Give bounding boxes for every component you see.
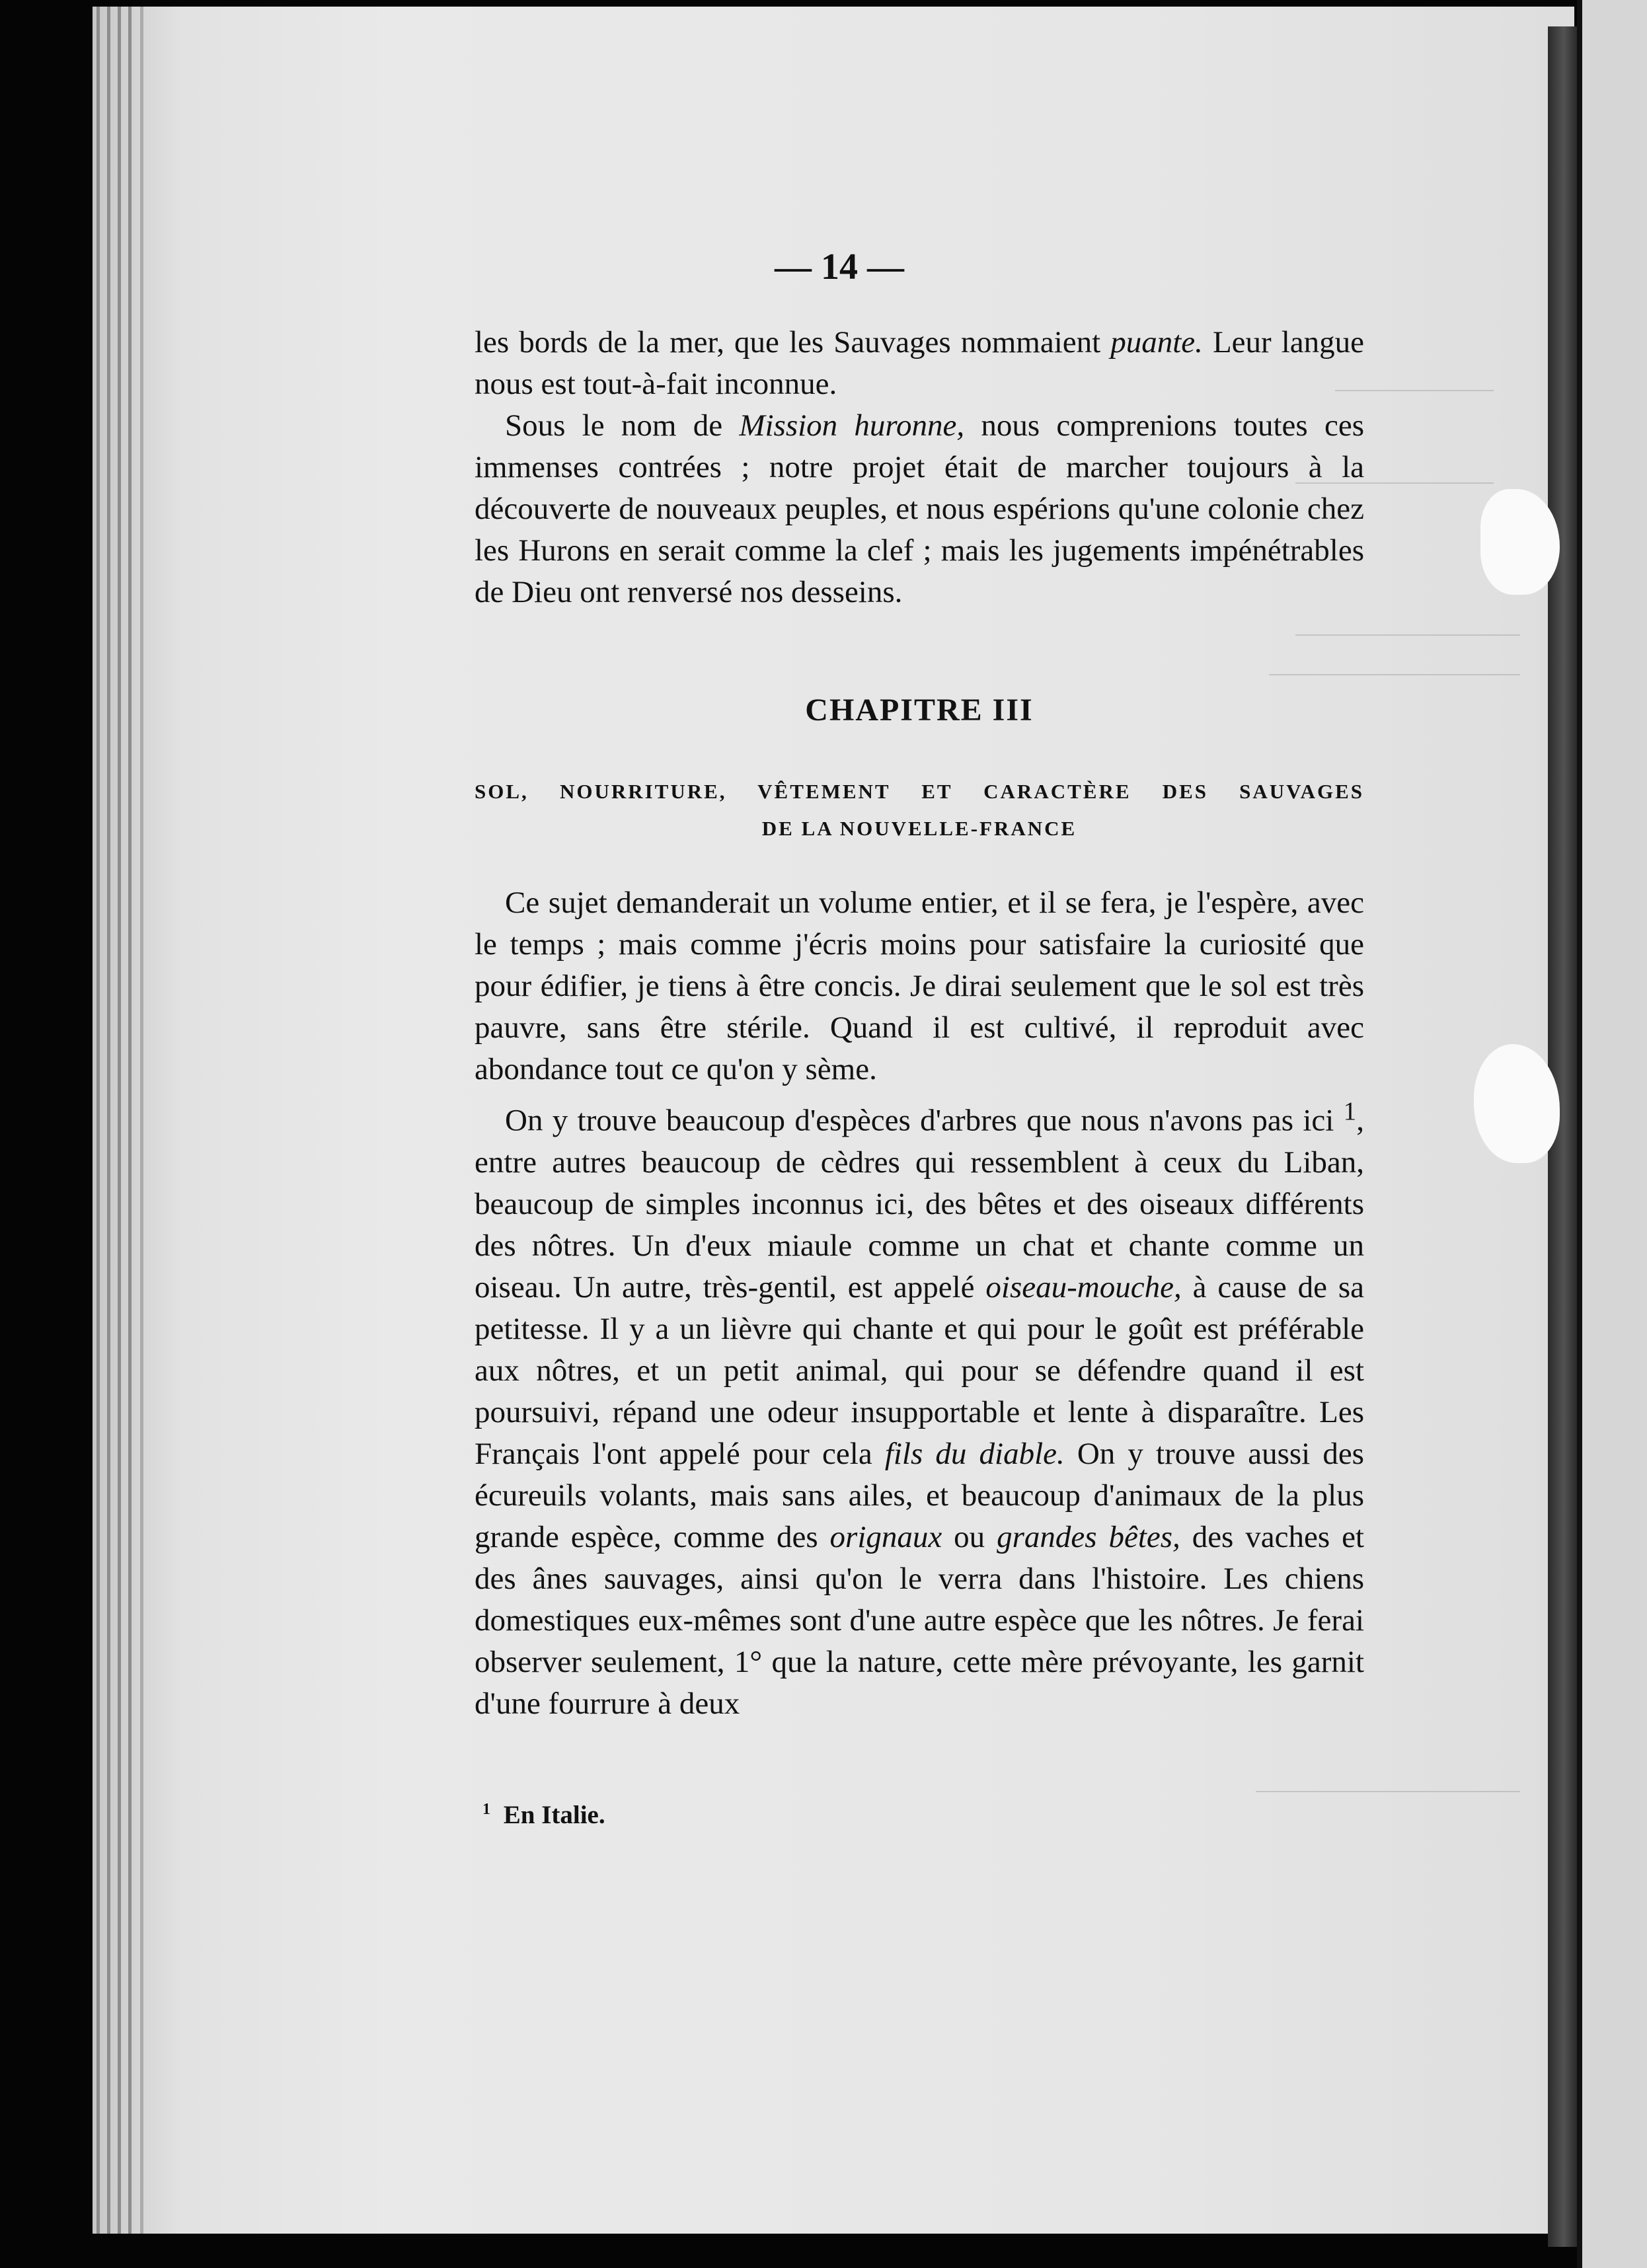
footnote [482,1800,605,1830]
text-run: On y trouve beaucoup d'espèces d'arbres que nous n'avons pas ici [505,1103,1344,1138]
text-run: Sous le nom de [505,408,740,443]
paragraph [475,322,1364,405]
chapter-subtitle [475,773,1364,847]
italic-text: puante. [1110,325,1203,359]
bleed-through-line [1295,634,1520,636]
text-run: nous comprenions toutes ces immenses contrées ; notre projet était de marcher toujours à la découverte de nouveaux peuples, et nous espérions qu'une colonie chez les Hurons en serait comme la clef ; mais les jugements impénétrables de Dieu ont renversé nos desseins. [475,408,1364,609]
italic-text: grandes bêtes, [997,1519,1180,1554]
italic-text: Mission huronne, [739,408,965,443]
text-run: On y trouve aussi des écureuils volants, mais sans ailes, et beaucoup d'animaux de la plus grande espèce, comme des [475,1436,1364,1554]
chapter-title: CHAPITRE III [805,693,1034,728]
page-number: — 14 — [775,246,904,287]
body-text [475,882,1364,1725]
page-edge [128,7,132,2234]
footnote-text: En Italie. [503,1801,605,1829]
text-run: ou [942,1519,997,1554]
bleed-through-line [1256,1791,1520,1792]
page-edge [140,7,143,2234]
next-page-edge [1577,0,1647,2268]
text-run: les bords de la mer, que les Sauvages nommaient [475,325,1111,359]
continuation-text [475,322,1364,613]
paragraph [475,1090,1364,1725]
footnote-marker: 1 [482,1801,490,1818]
chapter-subtitle-line-1: SOL, NOURRITURE, VÊTEMENT ET CARACTÈRE DES SAUVAGES [475,780,1364,803]
page-edge [118,7,121,2234]
italic-text: fils du diable. [884,1436,1065,1471]
footnote-reference: 1 [1343,1097,1357,1125]
text-run: Ce sujet demanderait un volume entier, et il se fera, je l'espère, avec le temps ; mais comme j'écris moins pour satisfaire la curiosité que pour édifier, je tiens à être concis. Je dirai seulement que le sol est très pauvre, sans être stérile. Quand il est cultivé, il reproduit avec abondance tout ce qu'on y sème. [475,886,1364,1086]
text-run: à cause de sa petitesse. Il y a un lièvre qui chante et qui pour le goût est préférable aux nôtres, et un petit animal, qui pour se défendre quand il est poursuivi, répand une odeur insupportable et lente à disparaître. Les Français l'ont appelé pour cela [475,1269,1364,1471]
page-edge [107,7,110,2234]
chapter-subtitle-line-2: DE LA NOUVELLE-FRANCE [761,817,1077,840]
italic-text: orignaux [829,1519,942,1554]
text-run: Leur langue nous est tout-à-fait inconnue. [475,325,1364,401]
page-gap [1577,0,1582,2268]
text-run: des vaches et des ânes sauvages, ainsi qu'on le verra dans l'histoire. Les chiens domestiques eux-mêmes sont d'une autre espèce que les nôtres. Je ferai observer seulement, 1° que la nature, cette mère prévoyante, les garnit d'une fourrure à deux [475,1519,1364,1721]
bleed-through-line [1269,674,1520,675]
paragraph [475,882,1364,1090]
page-edge [96,7,100,2234]
italic-text: oiseau-mouche, [985,1269,1182,1304]
paragraph [475,405,1364,613]
text-run: , entre autres beaucoup de cèdres qui ressemblent à ceux du Liban, beaucoup de simples inconnus ici, des bêtes et des oiseaux différents des nôtres. Un d'eux miaule comme un chat et chante comme un oiseau. Un autre, très-gentil, est appelé [475,1103,1364,1304]
